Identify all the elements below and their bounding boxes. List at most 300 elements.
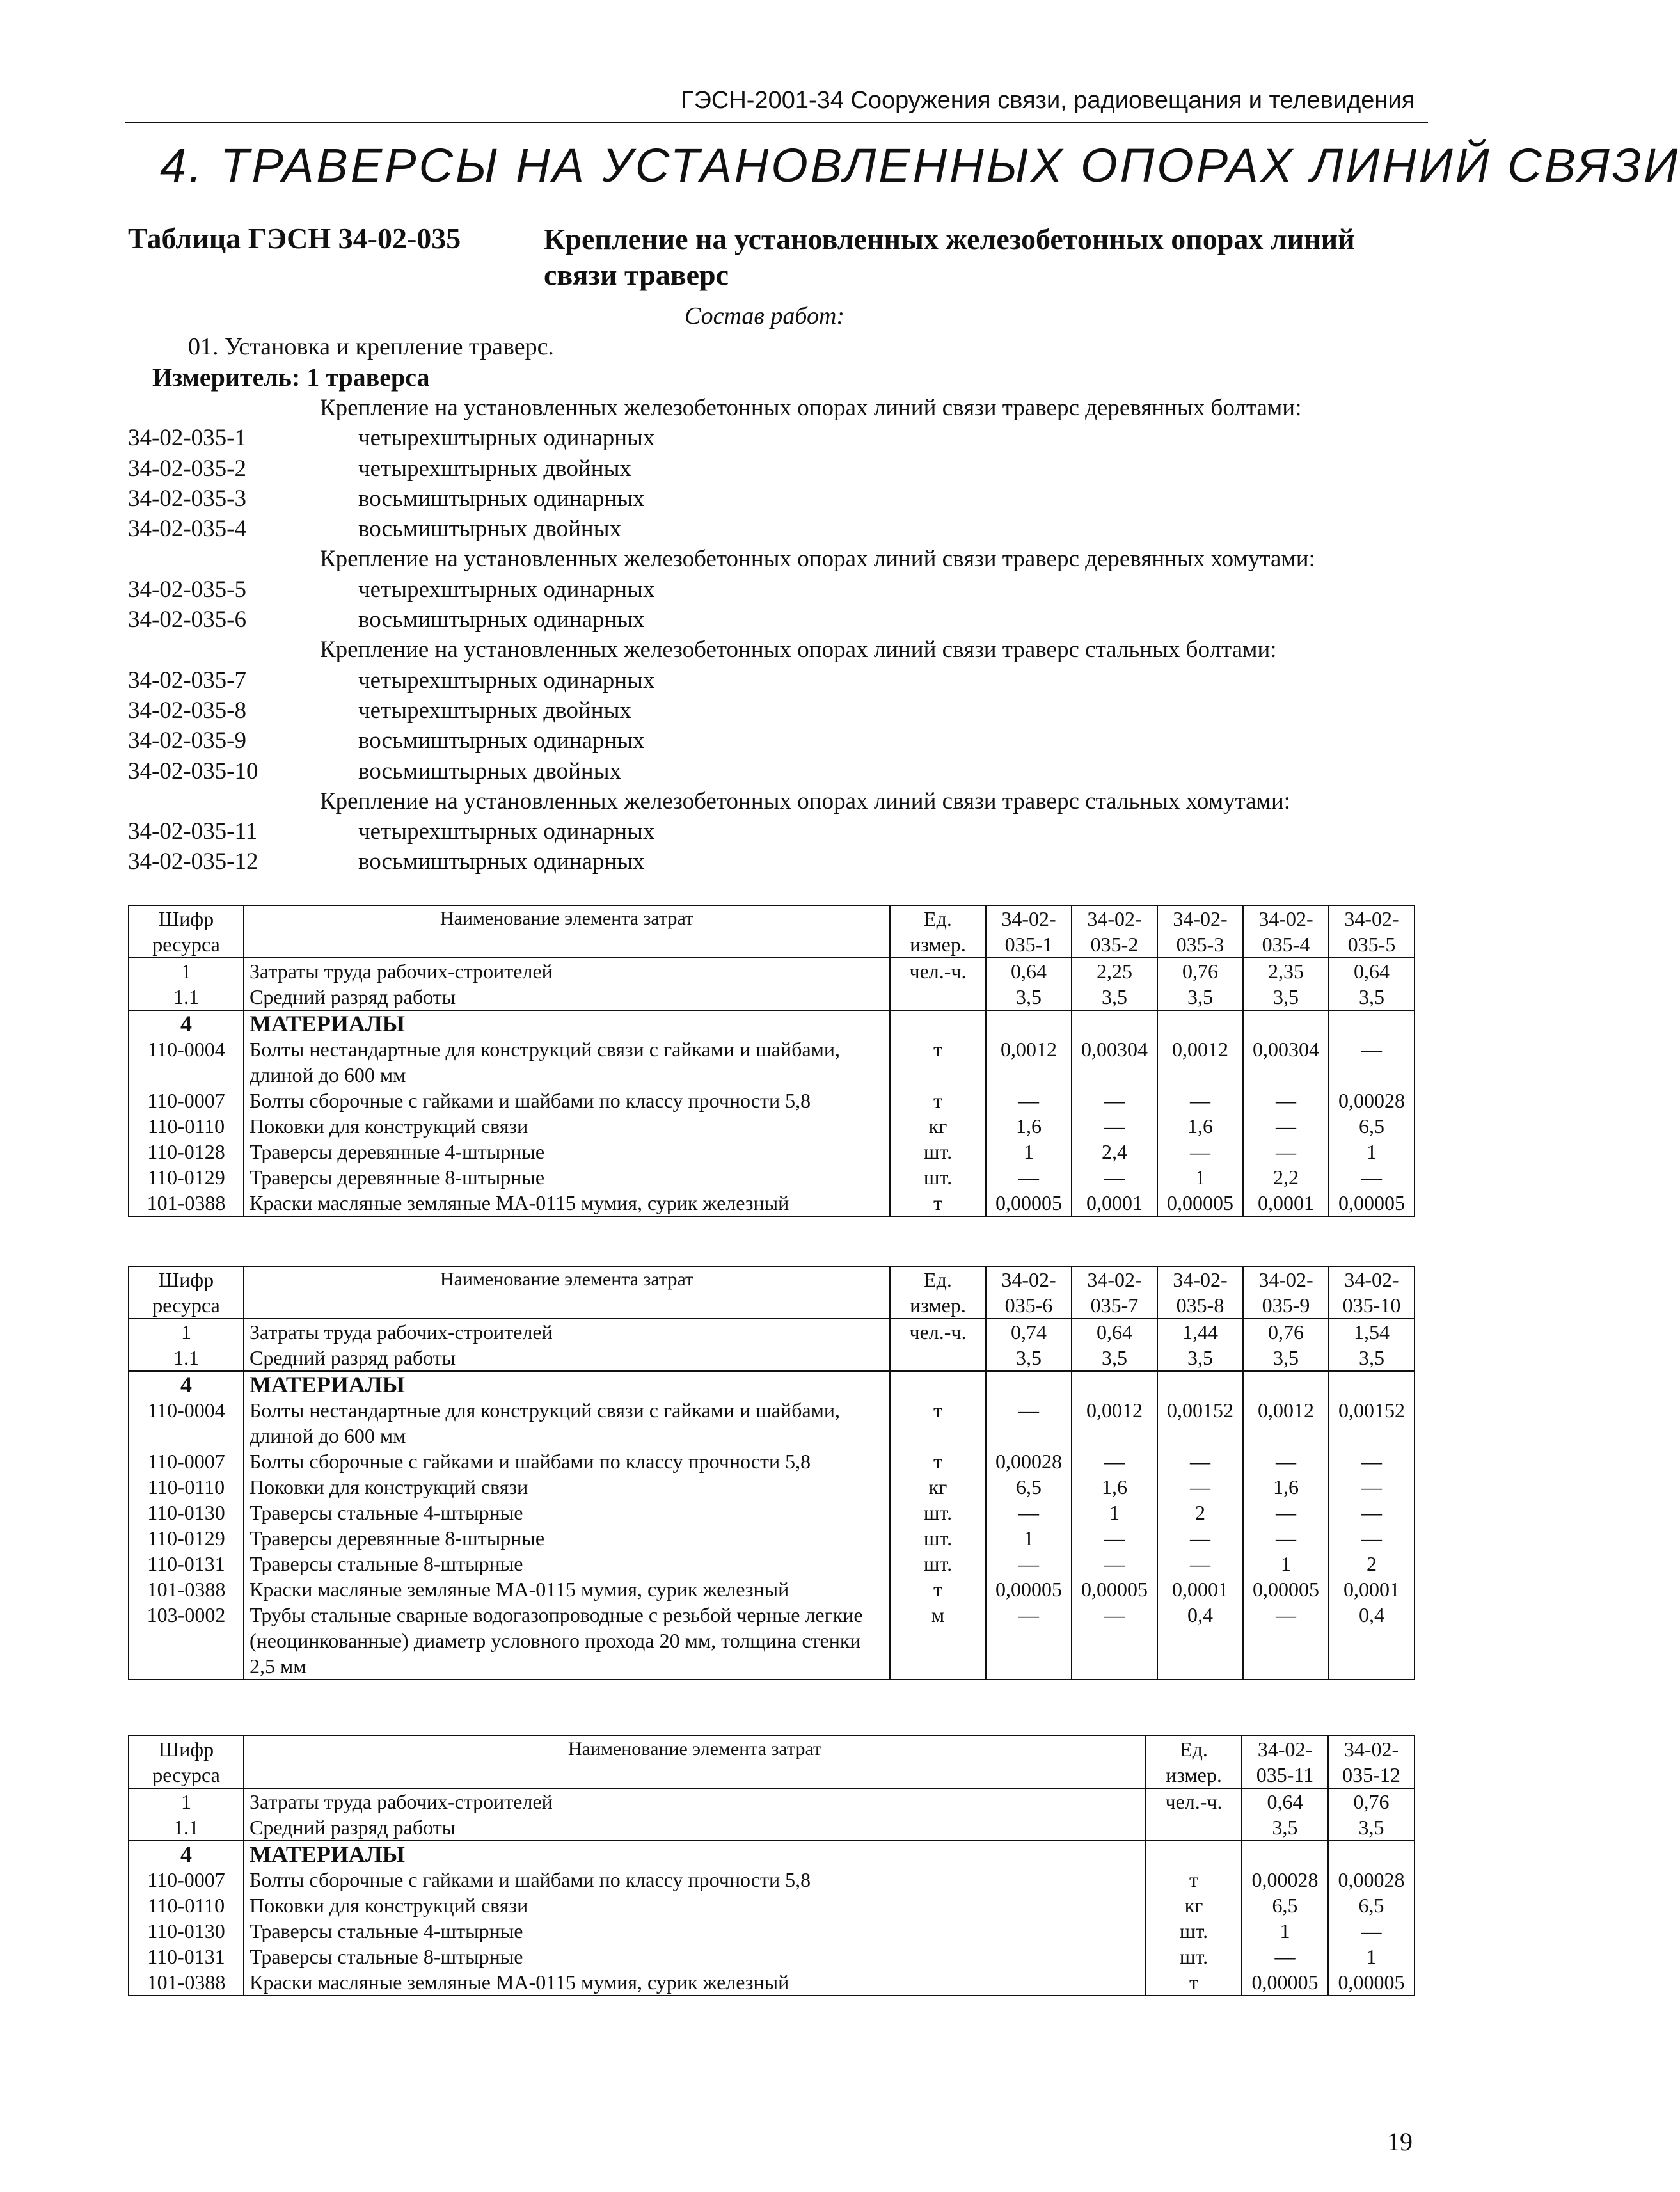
resource-code: 1	[129, 1319, 244, 1345]
table-row	[129, 1449, 1415, 1474]
resource-unit: т	[890, 1190, 986, 1216]
spec-item	[128, 575, 1433, 605]
resource-value: —	[1157, 1139, 1243, 1164]
resource-code: 110-0007	[129, 1867, 244, 1893]
spec-item	[128, 726, 1433, 756]
resource-name: Затраты труда рабочих-строителей	[244, 1788, 1146, 1815]
resource-name: Трубы стальные сварные водогазопроводные с резьбой черные легкие (неоцинкованные) диаметр условного прохода 20 мм, толщина стенки 2,5 мм	[244, 1602, 890, 1680]
table-row	[129, 1815, 1415, 1841]
section-title: 4. ТРАВЕРСЫ НА УСТАНОВЛЕННЫХ ОПОРАХ ЛИНИЙ СВЯЗИ	[160, 139, 1680, 192]
resource-code: 103-0002	[129, 1602, 244, 1680]
resource-value	[1157, 1010, 1243, 1036]
resource-code: 110-0007	[129, 1088, 244, 1113]
resource-value: 0,00304	[1072, 1036, 1157, 1088]
table-header-row	[129, 905, 1415, 958]
column-header-norm: 34-02-035-3	[1157, 905, 1243, 958]
resource-value: 1,6	[986, 1113, 1072, 1139]
resource-value: 0,00152	[1157, 1397, 1243, 1449]
resource-table-2	[128, 1266, 1415, 1680]
resource-value: —	[986, 1164, 1072, 1190]
resource-unit: т	[890, 1576, 986, 1602]
resource-value: 2,4	[1072, 1139, 1157, 1164]
resource-value: 1,44	[1157, 1319, 1243, 1345]
table-header-row	[129, 1266, 1415, 1319]
resource-value: 6,5	[1242, 1893, 1328, 1918]
resource-value: 2,2	[1243, 1164, 1329, 1190]
resource-code: 110-0110	[129, 1474, 244, 1500]
resource-value: —	[1243, 1449, 1329, 1474]
resource-value: 1	[1328, 1944, 1415, 1969]
resource-value: 6,5	[1328, 1893, 1415, 1918]
resource-unit: шт.	[890, 1551, 986, 1576]
resource-value: —	[986, 1602, 1072, 1680]
resource-value: —	[1243, 1602, 1329, 1680]
spec-item-description: восьмиштырных одинарных	[358, 607, 645, 633]
resource-code: 110-0110	[129, 1113, 244, 1139]
resource-unit: т	[890, 1449, 986, 1474]
resource-value: —	[1329, 1164, 1415, 1190]
spec-item-code: 34-02-035-11	[128, 818, 258, 845]
spec-item-code: 34-02-035-6	[128, 607, 246, 633]
resource-name: Болты сборочные с гайками и шайбами по классу прочности 5,8	[244, 1449, 890, 1474]
resource-value: 0,00005	[1072, 1576, 1157, 1602]
spec-item	[128, 756, 1433, 786]
resource-value: —	[1243, 1500, 1329, 1525]
resource-value: 3,5	[1243, 984, 1329, 1010]
spec-item-description: четырехштырных одинарных	[358, 667, 655, 694]
resource-value: 0,0001	[1072, 1190, 1157, 1216]
resource-code: 4	[129, 1371, 244, 1397]
resource-value: —	[986, 1088, 1072, 1113]
resource-value: 0,4	[1329, 1602, 1415, 1680]
resource-code: 110-0110	[129, 1893, 244, 1918]
resource-value: 0,00028	[986, 1449, 1072, 1474]
spec-item-code: 34-02-035-12	[128, 848, 258, 875]
resource-name: Болты нестандартные для конструкций связи с гайками и шайбами, длиной до 600 мм	[244, 1397, 890, 1449]
resource-value: 1	[986, 1525, 1072, 1551]
column-header-unit: Ед. измер.	[1146, 1736, 1242, 1788]
resource-name: Траверсы стальные 4-штырные	[244, 1500, 890, 1525]
table-row	[129, 1088, 1415, 1113]
resource-value	[1072, 1371, 1157, 1397]
resource-value: —	[1328, 1918, 1415, 1944]
resource-value: 3,5	[1328, 1815, 1415, 1841]
resource-name: Траверсы деревянные 8-штырные	[244, 1525, 890, 1551]
column-header-name: Наименование элемента затрат	[244, 1266, 890, 1319]
resource-value: —	[1329, 1036, 1415, 1088]
running-head: ГЭСН-2001-34 Сооружения связи, радиовещания и телевидения	[681, 87, 1415, 114]
resource-value: —	[986, 1397, 1072, 1449]
column-header-code: Шифр ресурса	[129, 905, 244, 958]
spec-item-description: восьмиштырных двойных	[358, 758, 622, 784]
resource-value: 0,00005	[986, 1190, 1072, 1216]
resource-value: 0,00005	[986, 1576, 1072, 1602]
resource-code: 1.1	[129, 1345, 244, 1371]
resource-code: 110-0129	[129, 1164, 244, 1190]
table-row	[129, 1113, 1415, 1139]
table-row	[129, 1139, 1415, 1164]
resource-name: Болты сборочные с гайками и шайбами по классу прочности 5,8	[244, 1867, 1146, 1893]
resource-name: Траверсы деревянные 8-штырные	[244, 1164, 890, 1190]
column-header-norm: 34-02-035-6	[986, 1266, 1072, 1319]
resource-value: —	[1072, 1088, 1157, 1113]
spec-item-code: 34-02-035-5	[128, 576, 246, 603]
column-header-name: Наименование элемента затрат	[244, 905, 890, 958]
resource-value: 0,64	[1072, 1319, 1157, 1345]
resource-value: 1,6	[1243, 1474, 1329, 1500]
resource-value: 3,5	[1072, 984, 1157, 1010]
resource-value: 0,64	[986, 958, 1072, 984]
table-row	[129, 1841, 1415, 1867]
resource-value: 1	[1157, 1164, 1243, 1190]
resource-value	[1328, 1841, 1415, 1867]
column-header-norm: 34-02-035-11	[1242, 1736, 1328, 1788]
resource-unit: т	[890, 1397, 986, 1449]
resource-value: —	[1243, 1088, 1329, 1113]
resource-unit: м	[890, 1602, 986, 1680]
spec-item-code: 34-02-035-7	[128, 667, 246, 694]
spec-item-description: восьмиштырных двойных	[358, 516, 622, 543]
resource-value: 0,64	[1242, 1788, 1328, 1815]
resource-value	[986, 1371, 1072, 1397]
spec-group-heading: Крепление на установленных железобетонных опорах линий связи траверс деревянных болтами:	[320, 395, 1302, 421]
resource-name: МАТЕРИАЛЫ	[244, 1010, 890, 1036]
resource-value	[986, 1010, 1072, 1036]
resource-value: 3,5	[1157, 984, 1243, 1010]
resource-value: —	[1329, 1525, 1415, 1551]
resource-code: 110-0007	[129, 1449, 244, 1474]
spec-group-heading: Крепление на установленных железобетонных опорах линий связи траверс стальных хомутами:	[320, 788, 1291, 814]
resource-unit: чел.-ч.	[1146, 1788, 1242, 1815]
resource-unit	[890, 1371, 986, 1397]
spec-item-description: восьмиштырных одинарных	[358, 848, 645, 875]
spec-item-description: четырехштырных двойных	[358, 455, 631, 482]
resource-unit	[890, 1010, 986, 1036]
resource-value: 2	[1329, 1551, 1415, 1576]
resource-value: 0,00005	[1242, 1969, 1328, 1996]
resource-value: 1	[1329, 1139, 1415, 1164]
spec-item	[128, 846, 1433, 877]
resource-name: Краски масляные земляные МА-0115 мумия, сурик железный	[244, 1190, 890, 1216]
resource-value: 0,00005	[1243, 1576, 1329, 1602]
resource-value: 0,00152	[1329, 1397, 1415, 1449]
table-row	[129, 1474, 1415, 1500]
resource-value: 2,25	[1072, 958, 1157, 984]
resource-code: 4	[129, 1841, 244, 1867]
resource-code: 4	[129, 1010, 244, 1036]
resource-name: Поковки для конструкций связи	[244, 1113, 890, 1139]
resource-code: 110-0130	[129, 1918, 244, 1944]
spec-item	[128, 605, 1433, 635]
resource-value: 3,5	[1157, 1345, 1243, 1371]
column-header-norm: 34-02-035-8	[1157, 1266, 1243, 1319]
spec-item-code: 34-02-035-4	[128, 516, 246, 543]
resource-value: —	[1157, 1525, 1243, 1551]
resource-value: —	[1329, 1474, 1415, 1500]
resource-unit: кг	[890, 1113, 986, 1139]
resource-unit	[1146, 1815, 1242, 1841]
column-header-code: Шифр ресурса	[129, 1266, 244, 1319]
spec-item	[128, 423, 1433, 453]
resource-value: 0,0012	[1243, 1397, 1329, 1449]
resource-value: 3,5	[1329, 984, 1415, 1010]
resource-value: —	[1329, 1449, 1415, 1474]
resource-value: 3,5	[1329, 1345, 1415, 1371]
header-rule	[125, 122, 1428, 123]
resource-unit: шт.	[890, 1500, 986, 1525]
resource-value: 0,0012	[1072, 1397, 1157, 1449]
table-row	[129, 1893, 1415, 1918]
resource-table-3	[128, 1735, 1415, 1996]
column-header-norm: 34-02-035-9	[1243, 1266, 1329, 1319]
resource-value: 1	[986, 1139, 1072, 1164]
table-row	[129, 1164, 1415, 1190]
resource-value: —	[1243, 1525, 1329, 1551]
column-header-norm: 34-02-035-12	[1328, 1736, 1415, 1788]
table-row	[129, 1397, 1415, 1449]
resource-value: 1,54	[1329, 1319, 1415, 1345]
resource-value: —	[1157, 1449, 1243, 1474]
column-header-norm: 34-02-035-10	[1329, 1266, 1415, 1319]
spec-group-heading: Крепление на установленных железобетонных опорах линий связи траверс деревянных хомутами:	[320, 546, 1315, 573]
work-step: 01. Установка и крепление траверс.	[188, 333, 554, 360]
resource-value: 0,00005	[1329, 1190, 1415, 1216]
spec-item-description: четырехштырных одинарных	[358, 425, 655, 452]
column-header-norm: 34-02-035-5	[1329, 905, 1415, 958]
resource-name: Средний разряд работы	[244, 1345, 890, 1371]
spec-item-code: 34-02-035-2	[128, 455, 246, 482]
resource-value: 0,00304	[1243, 1036, 1329, 1088]
resource-value: 1,6	[1157, 1113, 1243, 1139]
resource-value: 0,4	[1157, 1602, 1243, 1680]
resource-code: 110-0128	[129, 1139, 244, 1164]
spec-item-description: четырехштырных одинарных	[358, 818, 655, 845]
column-header-norm: 34-02-035-2	[1072, 905, 1157, 958]
resource-value: 1	[1242, 1918, 1328, 1944]
spec-item-code: 34-02-035-9	[128, 727, 246, 754]
resource-value	[1329, 1371, 1415, 1397]
spec-item-description: восьмиштырных одинарных	[358, 485, 645, 512]
column-header-norm: 34-02-035-1	[986, 905, 1072, 958]
resource-unit: т	[890, 1088, 986, 1113]
spec-item	[128, 484, 1433, 514]
table-row	[129, 958, 1415, 984]
resource-value	[1243, 1371, 1329, 1397]
table-row	[129, 1551, 1415, 1576]
spec-item	[128, 816, 1433, 846]
resource-name: Средний разряд работы	[244, 984, 890, 1010]
resource-value: 0,0012	[1157, 1036, 1243, 1088]
column-header-name: Наименование элемента затрат	[244, 1736, 1146, 1788]
resource-code: 101-0388	[129, 1576, 244, 1602]
resource-value: 0,76	[1328, 1788, 1415, 1815]
resource-value: 6,5	[986, 1474, 1072, 1500]
resource-value: —	[986, 1551, 1072, 1576]
resource-value: 1	[1243, 1551, 1329, 1576]
resource-unit: т	[1146, 1969, 1242, 1996]
resource-value: —	[1072, 1164, 1157, 1190]
resource-value: —	[1243, 1139, 1329, 1164]
resource-code: 101-0388	[129, 1969, 244, 1996]
spec-group-heading: Крепление на установленных железобетонных опорах линий связи траверс стальных болтами:	[320, 637, 1277, 663]
resource-unit: кг	[1146, 1893, 1242, 1918]
resource-table-1	[128, 905, 1415, 1217]
resource-value: —	[1243, 1113, 1329, 1139]
page-number: 19	[1387, 2127, 1413, 2156]
resource-value: 0,0001	[1329, 1576, 1415, 1602]
resource-value: 0,00005	[1328, 1969, 1415, 1996]
table-row	[129, 984, 1415, 1010]
resource-unit: шт.	[890, 1525, 986, 1551]
table-row	[129, 1319, 1415, 1345]
resource-value: —	[1157, 1088, 1243, 1113]
resource-value: 3,5	[1242, 1815, 1328, 1841]
resource-value: —	[1157, 1474, 1243, 1500]
table-row	[129, 1525, 1415, 1551]
resource-value	[1242, 1841, 1328, 1867]
resource-value: 0,0001	[1243, 1190, 1329, 1216]
resource-code: 110-0131	[129, 1551, 244, 1576]
resource-name: Траверсы деревянные 4-штырные	[244, 1139, 890, 1164]
resource-unit: шт.	[1146, 1944, 1242, 1969]
resource-name: Поковки для конструкций связи	[244, 1893, 1146, 1918]
spec-item-description: четырехштырных одинарных	[358, 576, 655, 603]
specification-list	[128, 393, 1433, 877]
table-row	[129, 1371, 1415, 1397]
resource-value	[1157, 1371, 1243, 1397]
resource-value: 3,5	[986, 984, 1072, 1010]
resource-value: 0,00028	[1328, 1867, 1415, 1893]
composition-label: Состав работ:	[685, 303, 845, 330]
resource-name: Затраты труда рабочих-строителей	[244, 958, 890, 984]
spec-item-description: восьмиштырных одинарных	[358, 727, 645, 754]
spec-item-description: четырехштырных двойных	[358, 697, 631, 724]
table-label: Таблица ГЭСН 34-02-035	[128, 222, 461, 255]
resource-name: Затраты труда рабочих-строителей	[244, 1319, 890, 1345]
resource-value: —	[1329, 1500, 1415, 1525]
spec-item	[128, 454, 1433, 484]
resource-name: Болты нестандартные для конструкций связи с гайками и шайбами, длиной до 600 мм	[244, 1036, 890, 1088]
resource-code: 1	[129, 958, 244, 984]
resource-name: Поковки для конструкций связи	[244, 1474, 890, 1500]
resource-name: Краски масляные земляные МА-0115 мумия, сурик железный	[244, 1969, 1146, 1996]
resource-value: 0,0001	[1157, 1576, 1243, 1602]
resource-value: 0,76	[1157, 958, 1243, 984]
resource-name: Траверсы стальные 8-штырные	[244, 1944, 1146, 1969]
resource-value: 2,35	[1243, 958, 1329, 984]
measure-unit: Измеритель: 1 траверса	[152, 363, 430, 392]
resource-code: 1.1	[129, 1815, 244, 1841]
column-header-unit: Ед. измер.	[890, 1266, 986, 1319]
table-row	[129, 1190, 1415, 1216]
resource-value: —	[1072, 1449, 1157, 1474]
resource-unit: т	[1146, 1867, 1242, 1893]
resource-value: 0,74	[986, 1319, 1072, 1345]
resource-unit: шт.	[1146, 1918, 1242, 1944]
resource-value: 0,0012	[986, 1036, 1072, 1088]
resource-name: МАТЕРИАЛЫ	[244, 1371, 890, 1397]
table-row	[129, 1345, 1415, 1371]
resource-value	[1243, 1010, 1329, 1036]
resource-unit	[1146, 1841, 1242, 1867]
resource-value: 6,5	[1329, 1113, 1415, 1139]
resource-value	[1072, 1010, 1157, 1036]
table-row	[129, 1944, 1415, 1969]
resource-unit: чел.-ч.	[890, 958, 986, 984]
table-row	[129, 1918, 1415, 1944]
resource-value: —	[1072, 1113, 1157, 1139]
resource-value: 0,64	[1329, 958, 1415, 984]
resource-name: Средний разряд работы	[244, 1815, 1146, 1841]
resource-value: 0,00028	[1329, 1088, 1415, 1113]
spec-item-code: 34-02-035-3	[128, 485, 246, 512]
resource-code: 110-0129	[129, 1525, 244, 1551]
resource-value: —	[986, 1500, 1072, 1525]
resource-value: 3,5	[1072, 1345, 1157, 1371]
resource-value: 2	[1157, 1500, 1243, 1525]
table-row	[129, 1788, 1415, 1815]
resource-name: Краски масляные земляные МА-0115 мумия, сурик железный	[244, 1576, 890, 1602]
table-row	[129, 1969, 1415, 1996]
table-row	[129, 1036, 1415, 1088]
spec-item	[128, 514, 1433, 544]
resource-name: Траверсы стальные 4-штырные	[244, 1918, 1146, 1944]
resource-name: Траверсы стальные 8-штырные	[244, 1551, 890, 1576]
resource-value: —	[1072, 1525, 1157, 1551]
column-header-norm: 34-02-035-4	[1243, 905, 1329, 958]
resource-value: 0,00005	[1157, 1190, 1243, 1216]
resource-value: 1	[1072, 1500, 1157, 1525]
resource-value	[1329, 1010, 1415, 1036]
table-title: Крепление на установленных железобетонных опорах линий связи траверс	[544, 223, 1355, 291]
resource-value: 3,5	[986, 1345, 1072, 1371]
resource-code: 110-0130	[129, 1500, 244, 1525]
spec-item-code: 34-02-035-1	[128, 425, 246, 452]
resource-unit: шт.	[890, 1164, 986, 1190]
table-row	[129, 1867, 1415, 1893]
spec-item-code: 34-02-035-10	[128, 758, 258, 784]
resource-code: 110-0004	[129, 1036, 244, 1088]
column-header-norm: 34-02-035-7	[1072, 1266, 1157, 1319]
table-row	[129, 1576, 1415, 1602]
resource-code: 110-0131	[129, 1944, 244, 1969]
resource-value: 0,76	[1243, 1319, 1329, 1345]
spec-item	[128, 695, 1433, 726]
resource-code: 1.1	[129, 984, 244, 1010]
resource-value: 0,00028	[1242, 1867, 1328, 1893]
resource-value: —	[1157, 1551, 1243, 1576]
column-header-unit: Ед. измер.	[890, 905, 986, 958]
resource-value: —	[1242, 1944, 1328, 1969]
resource-unit: т	[890, 1036, 986, 1088]
resource-code: 101-0388	[129, 1190, 244, 1216]
resource-value: —	[1072, 1551, 1157, 1576]
resource-unit	[890, 984, 986, 1010]
table-header-row	[129, 1736, 1415, 1788]
resource-value: 1,6	[1072, 1474, 1157, 1500]
resource-unit: кг	[890, 1474, 986, 1500]
table-row	[129, 1010, 1415, 1036]
spec-item-code: 34-02-035-8	[128, 697, 246, 724]
resource-unit: чел.-ч.	[890, 1319, 986, 1345]
column-header-code: Шифр ресурса	[129, 1736, 244, 1788]
resource-code: 1	[129, 1788, 244, 1815]
table-row	[129, 1602, 1415, 1680]
resource-value: —	[1072, 1602, 1157, 1680]
table-row	[129, 1500, 1415, 1525]
resource-name: МАТЕРИАЛЫ	[244, 1841, 1146, 1867]
resource-unit: шт.	[890, 1139, 986, 1164]
